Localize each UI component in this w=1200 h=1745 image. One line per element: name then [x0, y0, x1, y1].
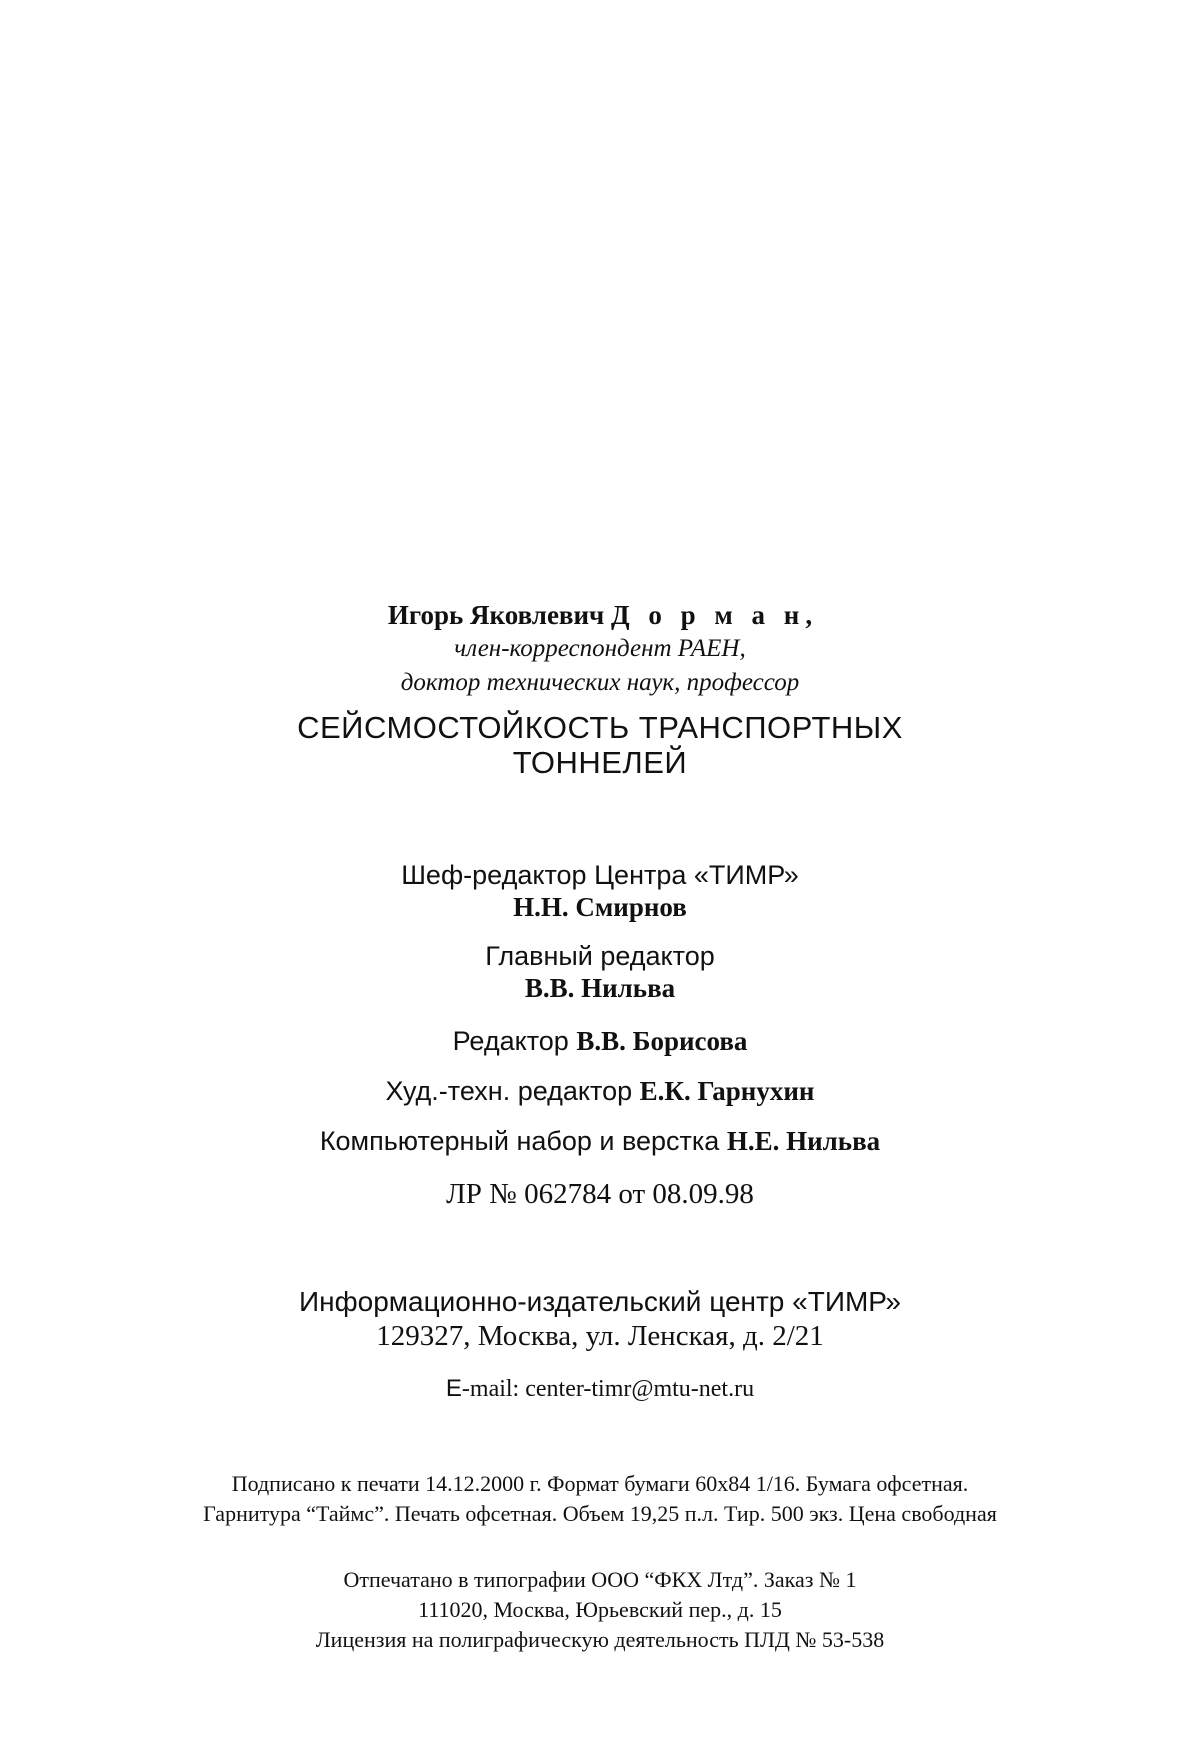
- author-title-2: доктор технических наук, профессор: [400, 669, 800, 696]
- editor-name: В.В. Борисова: [576, 1026, 748, 1056]
- print-info-line-1: Подписано к печати 14.12.2000 г. Формат бумаги 60x84 1/16. Бумага офсетная.: [231, 1471, 969, 1496]
- email-prefix: E: [445, 1375, 462, 1402]
- tech-editor-line: [0, 1078, 1200, 1105]
- author-surname: Д о р м а н: [611, 600, 806, 630]
- author-comma: ,: [805, 600, 813, 630]
- typeset-name: Н.Е. Нильва: [726, 1126, 881, 1156]
- email-rest: -mail: center-timr@mtu-net.ru: [461, 1376, 755, 1402]
- chief-editor-label: Шеф-редактор Центра «ТИМР»: [401, 860, 799, 890]
- print-info-line-2: Гарнитура “Таймс”. Печать офсетная. Объем 19,25 п.л. Тир. 500 экз. Цена свободная: [203, 1501, 997, 1526]
- tech-editor-name: Е.К. Гарнухин: [639, 1076, 815, 1106]
- editor-line: [0, 1028, 1200, 1055]
- publisher-address: 129327, Москва, ул. Ленская, д. 2/21: [376, 1320, 824, 1352]
- author-title-1: член-корреспондент РАЕН,: [454, 635, 746, 662]
- printer-line-1: Отпечатано в типографии ООО “ФКХ Лтд”. Заказ № 1: [343, 1567, 857, 1592]
- publisher-name: Информационно-издательский центр «ТИМР»: [299, 1286, 901, 1317]
- printer-line-2: 111020, Москва, Юрьевский пер., д. 15: [418, 1597, 782, 1622]
- main-editor-label: Главный редактор: [485, 941, 715, 971]
- author-given-name: Игорь Яковлевич: [387, 600, 605, 630]
- book-title-line-1: СЕЙСМОСТОЙКОСТЬ ТРАНСПОРТНЫХ: [297, 710, 903, 745]
- typeset-line: [0, 1128, 1200, 1155]
- publisher-email: [0, 1377, 1200, 1401]
- tech-editor-label: Худ.-техн. редактор: [385, 1076, 633, 1106]
- chief-editor-name: Н.Н. Смирнов: [513, 892, 687, 922]
- publisher-license: ЛР № 062784 от 08.09.98: [446, 1178, 754, 1210]
- typeset-label: Компьютерный набор и верстка: [319, 1126, 720, 1156]
- author-name: [0, 602, 1200, 629]
- main-editor-name: В.В. Нильва: [524, 973, 676, 1003]
- editor-label: Редактор: [452, 1026, 569, 1056]
- book-title-line-2: ТОННЕЛЕЙ: [512, 745, 688, 780]
- printer-line-3: Лицензия на полиграфическую деятельность ПЛД № 53-538: [315, 1627, 885, 1652]
